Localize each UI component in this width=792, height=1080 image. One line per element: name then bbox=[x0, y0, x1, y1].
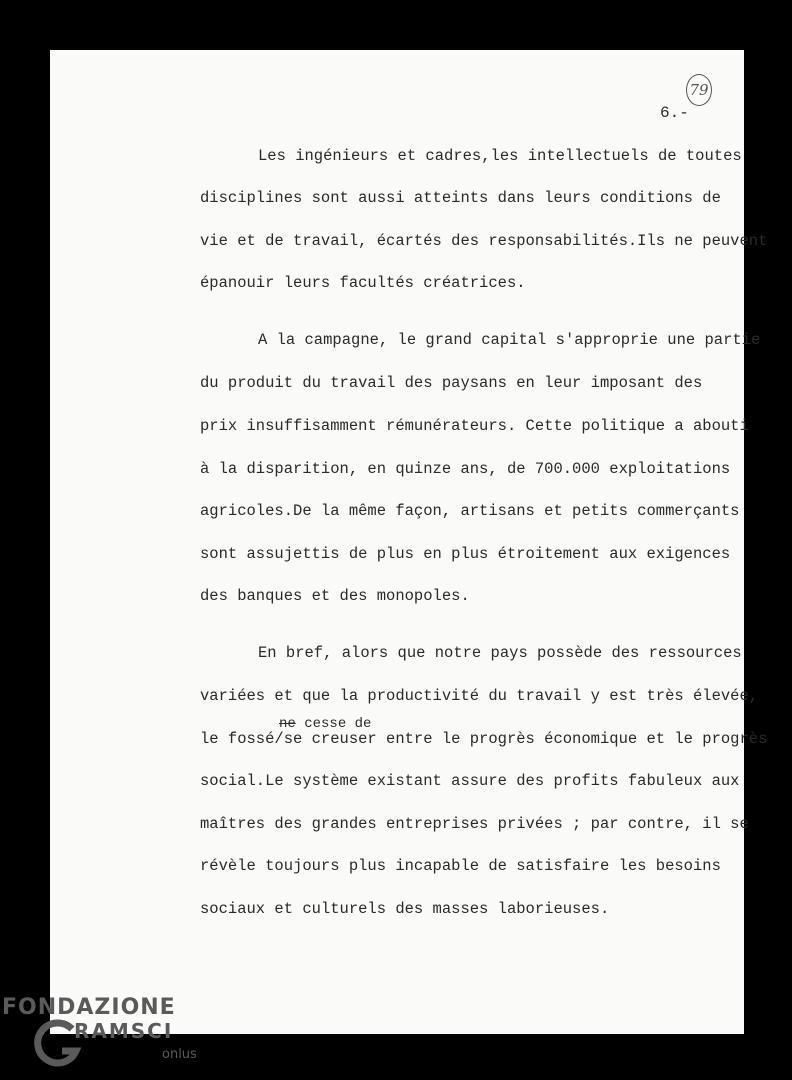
text-line: En bref, alors que notre pays possède des ressources bbox=[258, 644, 742, 662]
text-line: maîtres des grandes entreprises privées ; par contre, il se bbox=[200, 815, 749, 833]
watermark-line3: onlus bbox=[162, 1047, 197, 1062]
text-line: prix insuffisamment rémunérateurs. Cette politique a abouti bbox=[200, 417, 749, 435]
foundation-watermark bbox=[2, 995, 202, 1075]
text-line: du produit du travail des paysans en leur imposant des bbox=[200, 374, 703, 392]
archive-number-stamp: 79 bbox=[686, 74, 712, 106]
text-line: sont assujettis de plus en plus étroitement aux exigences bbox=[200, 545, 731, 563]
correction-prefix: ne bbox=[279, 716, 296, 732]
text-line: révèle toujours plus incapable de satisfaire les besoins bbox=[200, 857, 721, 875]
page-number: 6.- bbox=[660, 104, 689, 122]
text-line: épanouir leurs facultés créatrices. bbox=[200, 274, 526, 292]
watermark-line2: RAMSCI bbox=[74, 1019, 174, 1043]
text-line: social.Le système existant assure des profits fabuleux aux bbox=[200, 772, 740, 790]
text-line: agricoles.De la même façon, artisans et petits commerçants bbox=[200, 502, 740, 520]
correction-rest: cesse de bbox=[295, 716, 372, 732]
text-line: vie et de travail, écartés des responsabilités.Ils ne peuvent bbox=[200, 232, 768, 250]
text-line: Les ingénieurs et cadres,les intellectuels de toutes bbox=[258, 147, 742, 165]
text-line: A la campagne, le grand capital s'approprie une partie bbox=[258, 331, 761, 349]
watermark-line1: FONDAZIONE bbox=[2, 995, 176, 1020]
text-line: variées et que la productivité du travail y est très élevée, bbox=[200, 687, 759, 705]
text-line: le fossé/se creuser entre le progrès économique et le progrès bbox=[200, 730, 768, 748]
text-line: à la disparition, en quinze ans, de 700.000 exploitations bbox=[200, 460, 731, 478]
text-line: des banques et des monopoles. bbox=[200, 587, 470, 605]
text-line: sociaux et culturels des masses laborieuses. bbox=[200, 900, 610, 918]
text-line: disciplines sont aussi atteints dans leurs conditions de bbox=[200, 189, 721, 207]
